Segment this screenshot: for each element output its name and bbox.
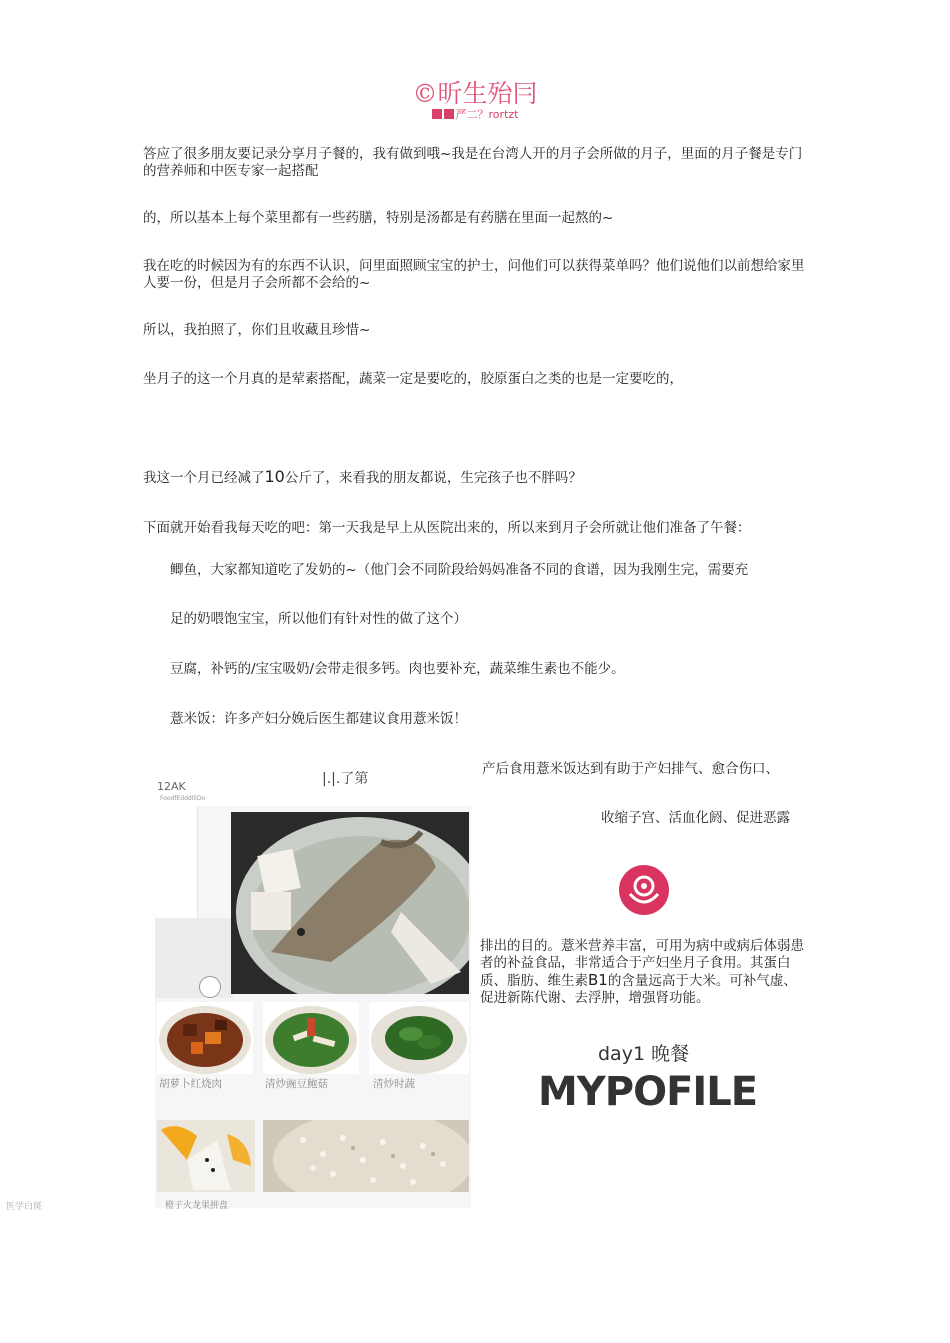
paragraph-tofu: 豆腐，补钙的/宝宝吸奶/会带走很多钙。肉也要补充，蔬菜维生素也不能少。 xyxy=(170,661,625,677)
weight-text-pre: 我这一个月已经减了 xyxy=(143,470,265,486)
photo-side-strip xyxy=(155,806,198,918)
day1-dinner-label: day1 晚餐 xyxy=(598,1043,690,1065)
paragraph-fish: 鲫鱼，大家都知道吃了发奶的~（他门会不同阶段给妈妈准备不同的食谱，因为我刚生完，需要充 xyxy=(170,562,749,578)
logo-subtitle-text: 严二？rortzt xyxy=(455,108,519,121)
dish-braised-pork-photo xyxy=(157,1002,253,1074)
photo-gray-block xyxy=(155,918,233,998)
dish-caption-2: 清炒豌豆鲍菇 xyxy=(265,1078,328,1090)
logo-title: ©昕生殆冃 xyxy=(412,79,538,108)
fish-soup-photo xyxy=(231,812,469,994)
mypofile-title: MYPOFILE xyxy=(538,1069,758,1115)
dish-peas-mushroom-photo xyxy=(263,1002,359,1074)
photo-collage xyxy=(155,806,471,1211)
dish-caption-1: 胡萝卜红烧肉 xyxy=(159,1078,222,1090)
fruit-plate-caption: 橙子火龙果拼盘 xyxy=(165,1201,229,1211)
rice-nutrition-text: 排出的目的。薏米营养丰富，可用为病中或病后体弱患者的补益食品，非常适合于产妇坐月子食用。其蛋白质、脂肪、维生素 xyxy=(480,938,804,989)
paragraph-rice: 薏米饭：许多产妇分娩后医生都建议食用薏米饭！ xyxy=(170,711,467,727)
logo-block-icon xyxy=(444,109,454,119)
rice-nutrition xyxy=(480,938,810,1007)
paragraph-photos: 所以，我拍照了，你们且收藏且珍惜~ xyxy=(143,322,371,338)
heart-logo-icon xyxy=(618,864,670,916)
left-edge-caption: 医学白斑 xyxy=(6,1202,43,1212)
weight-number: 10 xyxy=(264,467,285,486)
badge-icon xyxy=(199,976,221,998)
photo-tag: 12AK xyxy=(157,780,186,793)
rice-benefit-line2: 收缩子宫、活血化阏、促进恶露 xyxy=(601,810,790,826)
rice-nutrition-post: 的含量远高于大米。可补气虚、促进新陈代谢、去浮肿，增强肾功能。 xyxy=(480,973,797,1006)
paragraph-milk: 足的奶喂饱宝宝，所以他们有针对性的做了这个） xyxy=(170,611,467,627)
weight-text-post: 公斤了，来看我的朋友都说，生完孩子也不胖吗？ xyxy=(284,470,582,486)
rice-bowl-photo xyxy=(263,1120,469,1192)
paragraph-weight xyxy=(143,468,805,487)
rice-benefit-line1: 产后食用薏米饭达到有助于产妇排气、愈合伤口、 xyxy=(482,761,779,777)
dish-caption-3: 清炒时蔬 xyxy=(373,1078,415,1090)
logo-subtitle xyxy=(0,106,950,122)
paragraph-herbal: 的，所以基本上每个菜里都有一些药膳，特别是汤都是有药膳在里面一起熬的~ xyxy=(143,210,614,226)
paragraph-intro: 答应了很多朋友要记录分享月子餐的，我有做到哦~我是在台湾人开的月子会所做的月子，里面的月子餐是专门的营养师和中医专家一起搭配 xyxy=(143,146,803,179)
dish-greens-photo xyxy=(369,1002,469,1074)
fruit-plate-photo xyxy=(157,1120,255,1192)
paragraph-balance: 坐月子的这一个月真的是荤素搭配，蔬菜一定是要吃的，胶原蛋白之类的也是一定要吃的， xyxy=(143,371,683,387)
vitamin-label: B1 xyxy=(588,971,608,989)
photo-top-caption: |.|.了第 xyxy=(322,771,369,787)
logo-block-icon xyxy=(432,109,442,119)
paragraph-menu: 我在吃的时候因为有的东西不认识，问里面照顾宝宝的护士，问他们可以获得菜单吗？他们说他们以前想给家里人要一份，但是月子会所都不会给的~ xyxy=(143,258,805,291)
paragraph-day1: 下面就开始看我每天吃的吧：第一天我是早上从医院出来的，所以来到月子会所就让他们准备了午餐： xyxy=(143,520,751,536)
photo-tag-sub: FoodfEdddlliDo xyxy=(160,795,206,802)
